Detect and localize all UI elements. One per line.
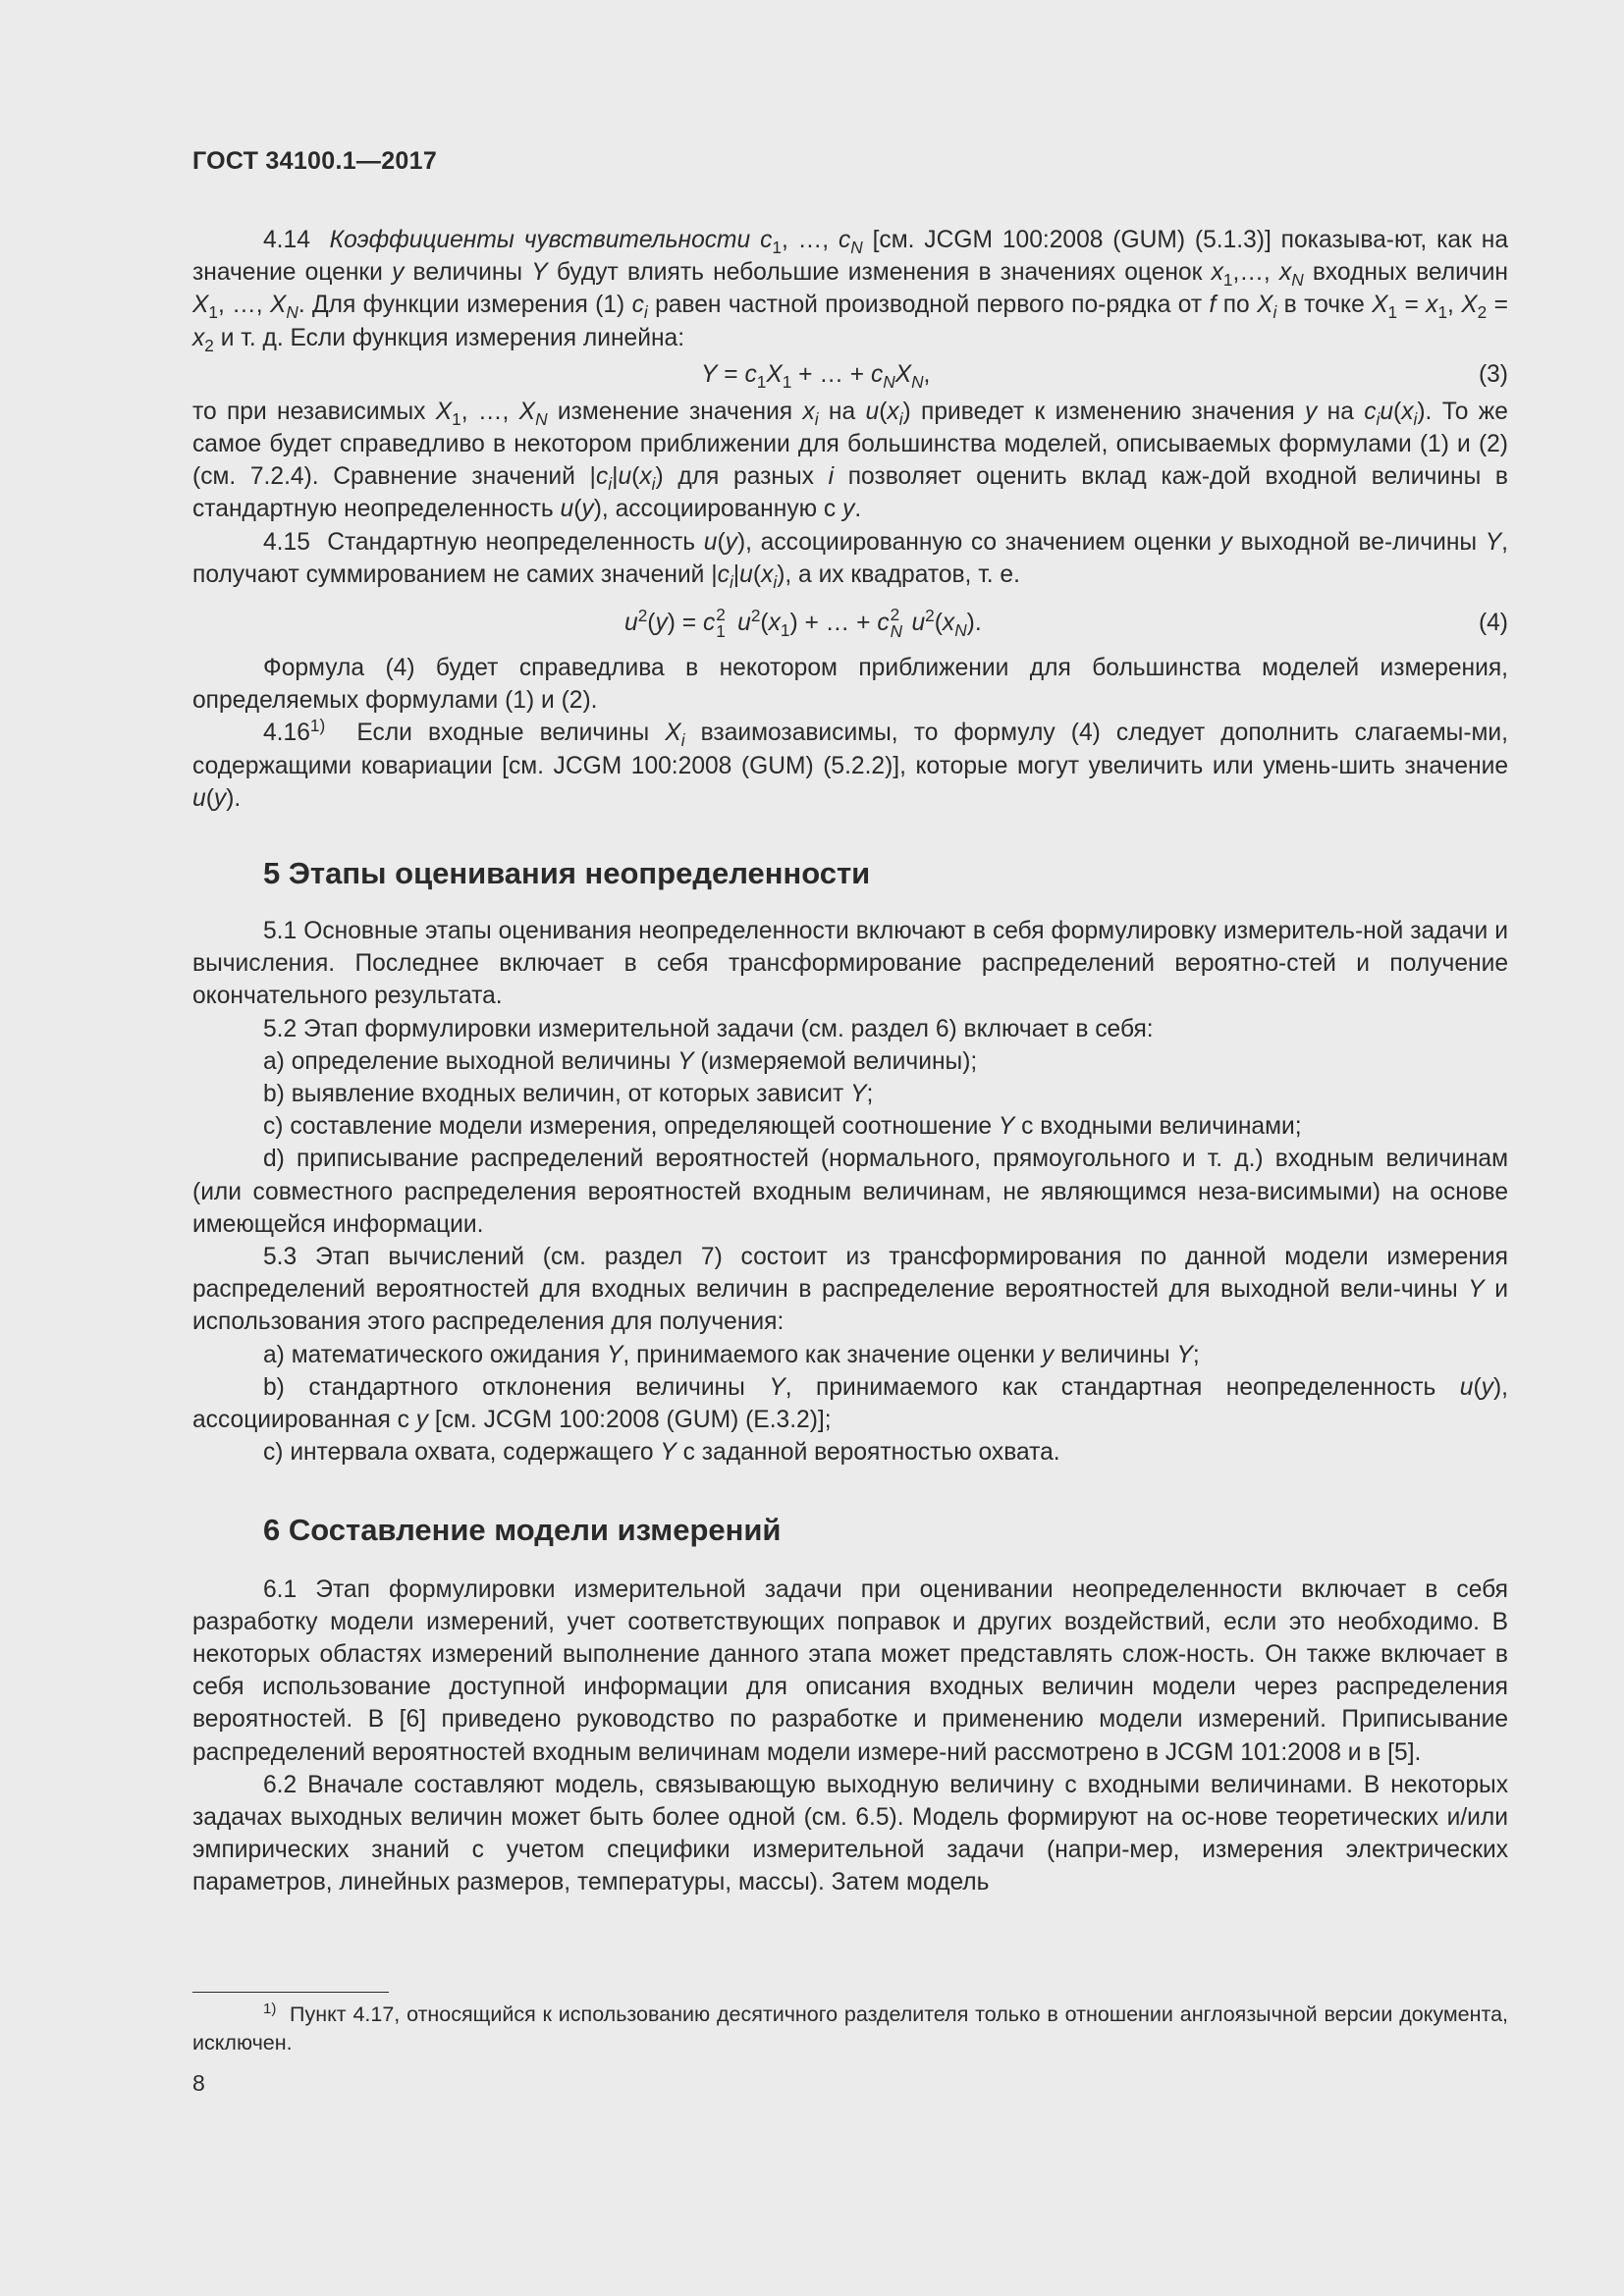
section-5-heading: 5 Этапы оценивания неопределенности: [263, 856, 871, 891]
paragraph-5-2: 5.2 Этап формулировки измерительной задачи (см. раздел 6) включает в себя:: [263, 1015, 1154, 1042]
paragraph-4-15: 4.15 Стандартную неопределенность u(y), ассоциированную со значением оценки y выходной ве-личины Y, получают суммированием не самих значений $|c_i|u(x_i)$, а их квадратов, т. е.: [192, 528, 1508, 592]
page-content: [192, 224, 1508, 1899]
list-item: d) приписывание распределений вероятностей (нормального, прямоугольного и т. д.) входным величинам (или совместного распределения вероятностей входным величинам, не являющимся неза-висимыми) на основе имеющейся информации.: [192, 1146, 1508, 1238]
equation-number: (4): [1478, 610, 1508, 637]
paragraph-5-1: 5.1 Основные этапы оценивания неопределенности включают в себя формулировку измеритель-ной задачи и вычисления. Последнее включает в себя трансформирование распределений вероятно-стей и получение окончательного результата.: [192, 918, 1508, 1010]
paragraph-6-1: 6.1 Этап формулировки измерительной задачи при оценивании неопределенности включает в себя разработку модели измерений, учет соответствующих поправок и других воздействий, если это необходимо. В некоторых областях измерений выполнение данного этапа может представлять слож-ность. Он также включает в себя использование доступной информации для описания входных величин модели через распределения вероятностей. В [6] приведено руководство по разработке и применению модели измерений. Приписывание распределений вероятностей входным величинам модели измере-ний рассмотрено в JCGM 101:2008 и в [5].: [192, 1575, 1508, 1766]
paragraph-4-14-cont: то при независимых $X_1$, …, $X_N$ изменение значения $x_i$ на $u(x_i)$ приведет к изменению значения y на $c_iu(x_i)$. То же самое будет справедливо в некотором приближении для большинства моделей, описываемых формулами (1) и (2) (см. 7.2.4). Сравнение значений $|c_i|u(x_i)$ для разных i позволяет оценить вклад каж-дой входной величины в стандартную неопределенность u(y), ассоциированную с y.: [192, 398, 1508, 523]
list-item: c) интервала охвата, содержащего Y с заданной вероятностью охвата.: [263, 1439, 1060, 1467]
footnote-text: Пункт 4.17, относящийся к использованию десятичного разделителя только в отношении англоязычной версии документа, исключен.: [192, 2002, 1508, 2055]
list-item: b) стандартного отклонения величины Y, принимаемого как стандартная неопределенность u(y), ассоциированная с y [см. JCGM 100:2008 (GUM) (Е.3.2)];: [192, 1373, 1508, 1434]
paragraph-5-3: 5.3 Этап вычислений (см. раздел 7) состоит из трансформирования по данной модели измерения распределений вероятностей для входных величин в распределение вероятностей для выходной вели-чины Y и использования этого распределения для получения:: [192, 1244, 1508, 1336]
footnote-divider: [192, 1992, 389, 1993]
paragraph-6-2: 6.2 Вначале составляют модель, связывающую выходную величину с входными величинами. В некоторых задачах выходных величин может быть более одной (см. 6.5). Модель формируют на ос-нове теоретических и/или эмпирических знаний с учетом специфики измерительной задачи (напри-мер, измерения электрических параметров, линейных размеров, температуры, массы). Затем модель: [192, 1771, 1508, 1896]
footnote: [192, 2001, 1508, 2057]
section-6-heading: 6 Составление модели измерений: [263, 1512, 782, 1547]
paragraph-4-16: 4.16$^{1)}$ Если входные величины $X_i$ взаимозависимы, то формулу (4) следует дополнить слагаемы-ми, содержащими ковариации [см. JCGM 100:2008 (GUM) (5.2.2)], которые могут увеличить или умень-шить значение u(y).: [192, 716, 1508, 812]
page-number: 8: [192, 2070, 205, 2096]
list-item: c) составление модели измерения, определяющей соотношение Y с входными величинами;: [263, 1113, 1302, 1141]
list-item: b) выявление входных величин, от которых зависит Y;: [263, 1081, 874, 1108]
footnote-ref[interactable]: 1): [309, 716, 326, 736]
footnote-mark: 1): [263, 2000, 277, 2017]
equation-number: (3): [1478, 360, 1508, 388]
list-item: a) математического ожидания Y, принимаемого как значение оценки y величины Y;: [263, 1341, 1200, 1368]
document-header: ГОСТ 34100.1—2017: [192, 147, 438, 175]
paragraph-formula-4: Формула (4) будет справедлива в некотором приближении для большинства моделей измерения, определяемых формулами (1) и (2).: [192, 655, 1508, 715]
paragraph-4-14: 4.14 Коэффициенты чувствительности $c_1$, …, $c_N$ [см. JCGM 100:2008 (GUM) (5.1.3)] показыва-ют, как на значение оценки y величины Y будут влиять небольшие изменения в значениях оценок $x_1,\dots$, $x_N$ входных величин $X_1$, …, $X_N$. Для функции измерения (1) $c_i$ равен частной производной первого по-рядка от f по $X_i$ в точке $X_1 = x_1$, $X_2 = x_2$ и т. д. Если функция измерения линейна:: [192, 227, 1509, 355]
equation-4: $u^2(y) = c$ 2 1 $u^2(x_1)$ + … + c 2 N $u^2(x_N)$. (4): [624, 605, 1508, 642]
equation-3: $Y = c_1X_1$ + … + $c_NX_N$, (3): [192, 354, 1508, 396]
list-item: a) определение выходной величины Y (измеряемой величины);: [263, 1047, 978, 1075]
